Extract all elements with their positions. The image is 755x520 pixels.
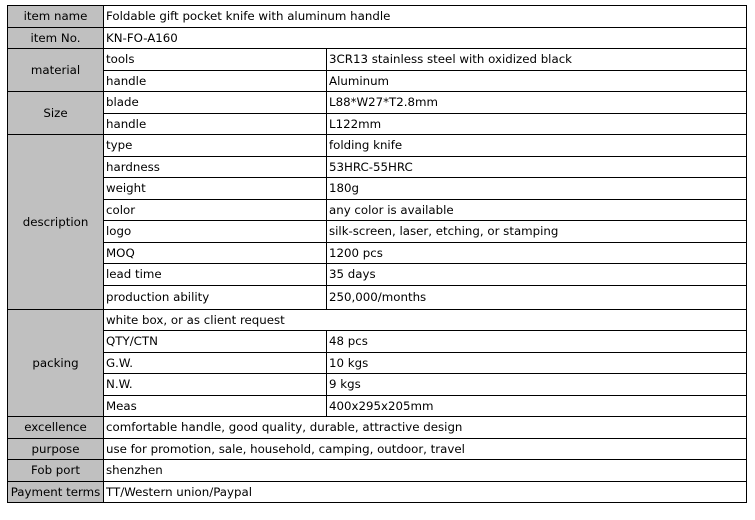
row-excellence bbox=[8, 417, 747, 439]
row-packing-meas bbox=[8, 395, 747, 417]
purpose-value: use for promotion, sale, household, camping, outdoor, travel bbox=[104, 438, 747, 460]
item-no-value: KN-FO-A160 bbox=[104, 27, 747, 49]
row-item-name bbox=[8, 6, 747, 28]
material-key: tools bbox=[104, 49, 327, 71]
payment-terms-value: TT/Western union/Paypal bbox=[104, 481, 747, 503]
row-packing-qty bbox=[8, 331, 747, 353]
row-material-handle bbox=[8, 70, 747, 92]
description-value: folding knife bbox=[327, 135, 747, 157]
spec-table bbox=[7, 5, 747, 503]
description-value: 250,000/months bbox=[327, 285, 747, 309]
size-label: Size bbox=[8, 92, 104, 135]
row-material-tools bbox=[8, 49, 747, 71]
description-key: lead time bbox=[104, 264, 327, 286]
packing-key: QTY/CTN bbox=[104, 331, 327, 353]
item-no-label: item No. bbox=[8, 27, 104, 49]
packing-key: N.W. bbox=[104, 374, 327, 396]
excellence-label: excellence bbox=[8, 417, 104, 439]
purpose-label: purpose bbox=[8, 438, 104, 460]
material-value: 3CR13 stainless steel with oxidized black bbox=[327, 49, 747, 71]
packing-value: 48 pcs bbox=[327, 331, 747, 353]
packing-key: G.W. bbox=[104, 352, 327, 374]
row-payment-terms bbox=[8, 481, 747, 503]
size-key: handle bbox=[104, 113, 327, 135]
size-value: L122mm bbox=[327, 113, 747, 135]
excellence-value: comfortable handle, good quality, durable, attractive design bbox=[104, 417, 747, 439]
description-value: any color is available bbox=[327, 199, 747, 221]
material-key: handle bbox=[104, 70, 327, 92]
row-description-weight bbox=[8, 178, 747, 200]
description-key: MOQ bbox=[104, 242, 327, 264]
row-item-no bbox=[8, 27, 747, 49]
packing-value: 400x295x205mm bbox=[327, 395, 747, 417]
material-label: material bbox=[8, 49, 104, 92]
fob-port-label: Fob port bbox=[8, 460, 104, 482]
row-fob-port bbox=[8, 460, 747, 482]
row-size-handle bbox=[8, 113, 747, 135]
packing-key: Meas bbox=[104, 395, 327, 417]
row-packing-gw bbox=[8, 352, 747, 374]
size-key: blade bbox=[104, 92, 327, 114]
description-value: 53HRC-55HRC bbox=[327, 156, 747, 178]
row-description-lead-time bbox=[8, 264, 747, 286]
row-packing-note bbox=[8, 309, 747, 331]
packing-value: 10 kgs bbox=[327, 352, 747, 374]
fob-port-value: shenzhen bbox=[104, 460, 747, 482]
row-packing-nw bbox=[8, 374, 747, 396]
description-value: 180g bbox=[327, 178, 747, 200]
spec-sheet bbox=[7, 5, 747, 503]
packing-value: 9 kgs bbox=[327, 374, 747, 396]
row-description-color bbox=[8, 199, 747, 221]
row-purpose bbox=[8, 438, 747, 460]
row-description-logo bbox=[8, 221, 747, 243]
description-value: silk-screen, laser, etching, or stamping bbox=[327, 221, 747, 243]
description-key: color bbox=[104, 199, 327, 221]
description-key: hardness bbox=[104, 156, 327, 178]
description-value: 1200 pcs bbox=[327, 242, 747, 264]
row-size-blade bbox=[8, 92, 747, 114]
material-value: Aluminum bbox=[327, 70, 747, 92]
size-value: L88*W27*T2.8mm bbox=[327, 92, 747, 114]
payment-terms-label: Payment terms bbox=[8, 481, 104, 503]
item-name-label: item name bbox=[8, 6, 104, 28]
description-key: type bbox=[104, 135, 327, 157]
packing-note: white box, or as client request bbox=[104, 309, 747, 331]
description-key: weight bbox=[104, 178, 327, 200]
description-key: logo bbox=[104, 221, 327, 243]
description-key: production ability bbox=[104, 285, 327, 309]
packing-label: packing bbox=[8, 309, 104, 417]
row-description-hardness bbox=[8, 156, 747, 178]
row-description-production-ability bbox=[8, 285, 747, 309]
row-description-type bbox=[8, 135, 747, 157]
description-label: description bbox=[8, 135, 104, 310]
item-name-value: Foldable gift pocket knife with aluminum handle bbox=[104, 6, 747, 28]
row-description-moq bbox=[8, 242, 747, 264]
description-value: 35 days bbox=[327, 264, 747, 286]
